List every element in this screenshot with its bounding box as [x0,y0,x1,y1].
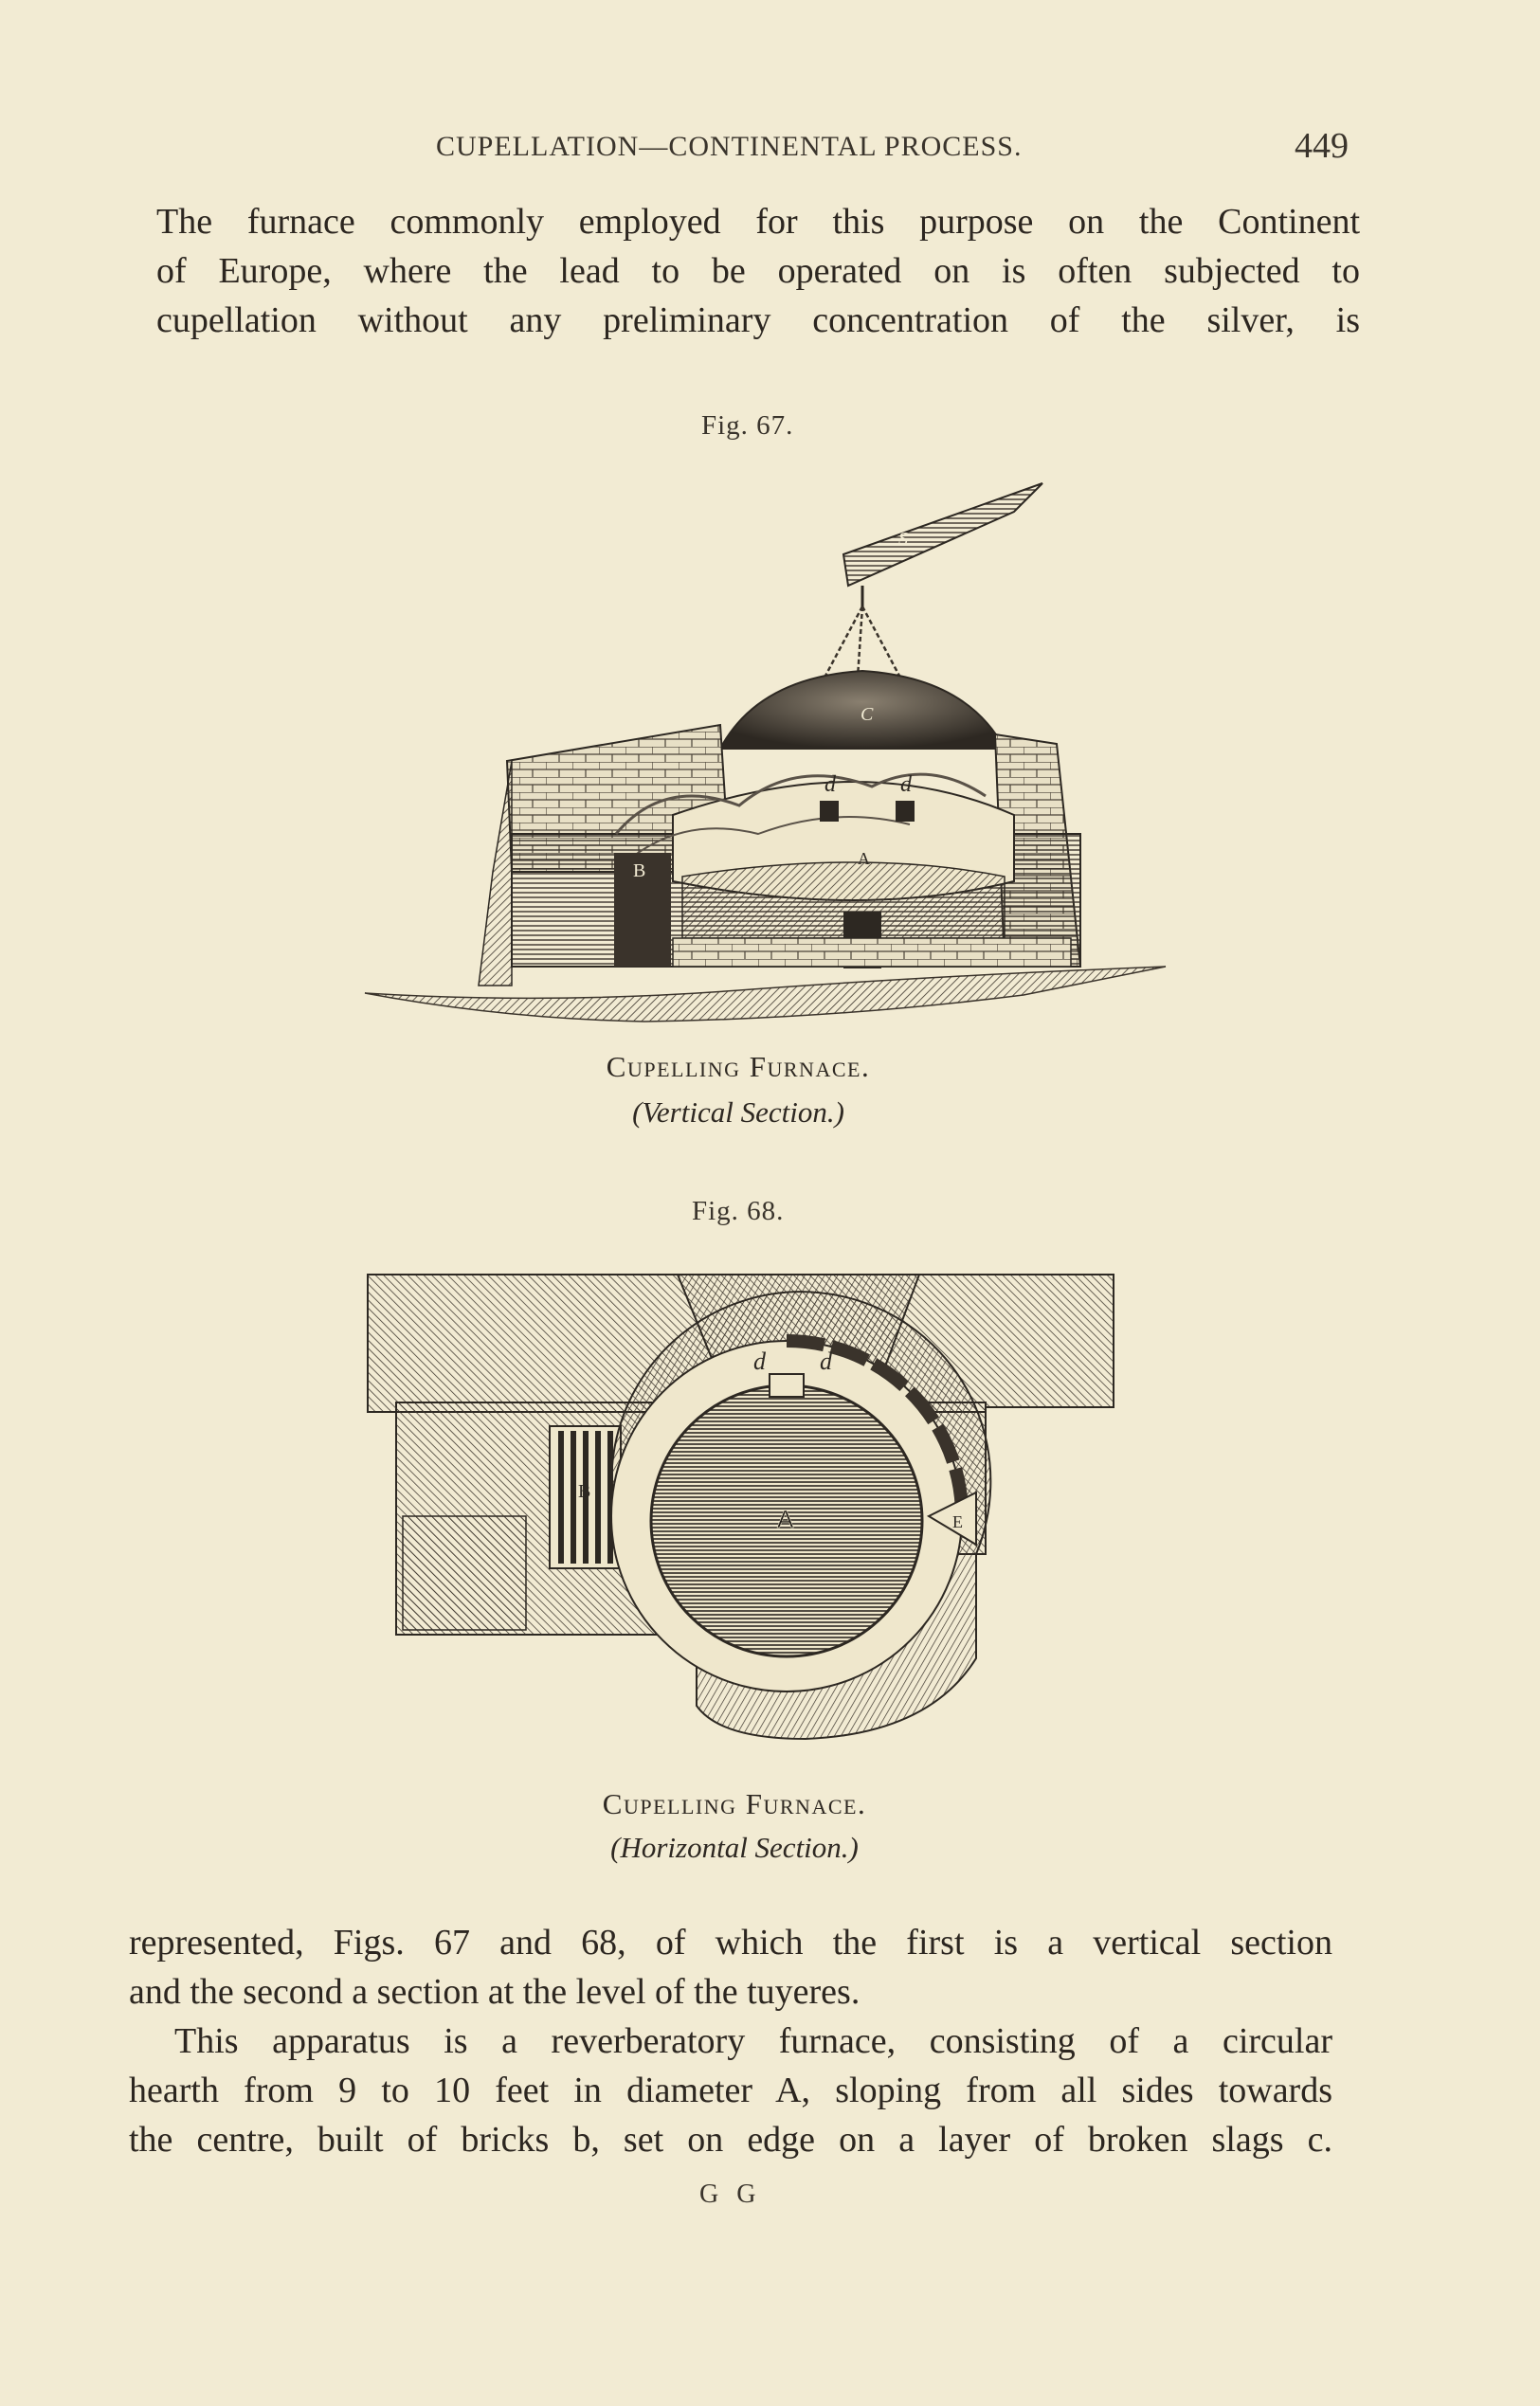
figure-68-letter: E [952,1512,963,1531]
running-title: CUPELLATION—CONTINENTAL PROCESS. [436,131,1023,162]
figure-67-caption: Cupelling Furnace. [606,1050,871,1083]
figure-67-letter: d [900,772,912,797]
figure-68-subcaption: (Horizontal Section.) [610,1831,859,1864]
page-number: 449 [1295,126,1349,166]
figure-67-letter: C [861,704,874,725]
text-line: and the second a section at the level of the tuyeres. [129,1972,861,2012]
figure-68-letter: d [820,1348,832,1375]
figure-68-letter: d [753,1348,766,1375]
figure-67-label: Fig. 67. [701,410,794,441]
figure-68-label: Fig. 68. [692,1196,785,1226]
text-line: represented, Figs. 67 and 68, of which the first is a vertical section [129,1923,1332,1963]
figure-68-letter: B [578,1481,591,1502]
figure-67-subcaption: (Vertical Section.) [632,1095,844,1129]
figure-67-letter: d [824,772,836,797]
body-paragraphs [129,1918,1332,2164]
figure-67-letter: A [858,849,870,868]
intro-paragraph [156,197,1360,345]
figure-67-illustration [360,474,1175,1033]
figure-68-illustration [360,1260,1137,1753]
figure-68-letter: A [777,1505,794,1533]
text-line: cupellation without any preliminary concentration of the silver, is [156,300,1360,340]
figure-68-caption: Cupelling Furnace. [602,1787,867,1820]
text-line: the centre, built of bricks b, set on edge on a layer of broken slags c. [129,2120,1332,2160]
text-line: of Europe, where the lead to be operated on is often subjected to [156,251,1360,291]
figure-67-letter: B [633,860,646,881]
signature-mark: G G [699,2180,762,2209]
text-line: The furnace commonly employed for this purpose on the Continent [156,202,1360,242]
text-line: This apparatus is a reverberatory furnace, consisting of a circular [174,2021,1332,2061]
text-line: hearth from 9 to 10 feet in diameter A, sloping from all sides towards [129,2071,1332,2110]
figure-67-letter: S [898,529,908,550]
